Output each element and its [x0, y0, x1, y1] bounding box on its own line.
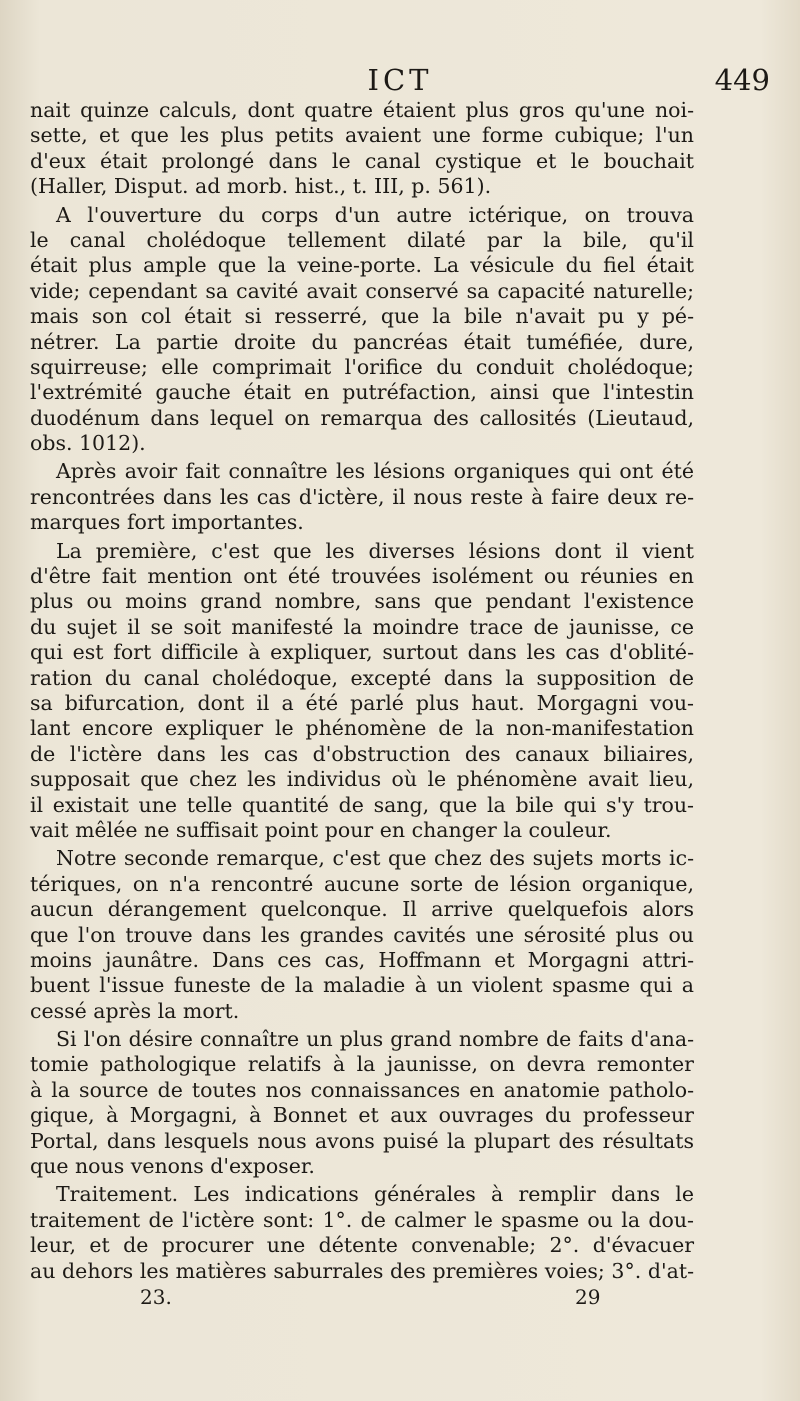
text-line: au dehors les matières saburrales des premières voies; 3°. d'at- — [30, 1258, 694, 1283]
paragraph — [30, 1182, 694, 1284]
text-line: vait mêlée ne suffisait point pour en changer la couleur. — [30, 817, 612, 842]
page-footer — [0, 1282, 800, 1312]
text-line: du sujet il se soit manifesté la moindre trace de jaunisse, ce — [30, 614, 694, 639]
running-head: ICT — [367, 63, 433, 97]
text-line: sette, et que les plus petits avaient une forme cubique; l'un — [30, 123, 694, 148]
volume-mark: 23. — [140, 1285, 172, 1309]
text-line: il existait une telle quantité de sang, que la bile qui s'y trou- — [30, 792, 694, 817]
text-line: tériques, on n'a rencontré aucune sorte de lésion organique, — [30, 871, 694, 896]
text-line: plus ou moins grand nombre, sans que pendant l'existence — [30, 589, 694, 614]
page-header — [0, 60, 800, 100]
text-line: tomie pathologique relatifs à la jaunisse, on devra remonter — [30, 1052, 694, 1077]
text-line: (Haller, Disput. ad morb. hist., t. III, p. 561). — [30, 174, 492, 199]
paragraph — [30, 459, 694, 535]
text-line: lant encore expliquer le phénomène de la non-manifestation — [30, 716, 694, 741]
text-line: obs. 1012). — [30, 431, 146, 456]
text-line: aucun dérangement quelconque. Il arrive quelquefois alors — [30, 897, 694, 922]
paragraph — [30, 846, 694, 1024]
paragraph — [30, 203, 694, 457]
body-text — [30, 98, 694, 1284]
text-line: d'eux était prolongé dans le canal cystique et le bouchait — [30, 148, 694, 173]
text-line: nétrer. La partie droite du pancréas était tuméfiée, dure, — [30, 329, 694, 354]
text-line: Portal, dans lesquels nous avons puisé la plupart des résultats — [30, 1128, 694, 1153]
text-line: qui est fort difficile à expliquer, surtout dans les cas d'oblité- — [30, 640, 694, 665]
text-line: cessé après la mort. — [30, 998, 240, 1023]
text-line: nait quinze calculs, dont quatre étaient plus gros qu'une noi- — [30, 98, 694, 122]
page-number: 449 — [714, 63, 770, 97]
text-line: leur, et de procurer une détente convenable; 2°. d'évacuer — [30, 1233, 694, 1258]
text-line: La première, c'est que les diverses lésions dont il vient — [56, 538, 694, 563]
text-line: d'être fait mention ont été trouvées isolément ou réunies en — [30, 564, 694, 589]
text-line: Après avoir fait connaître les lésions organiques qui ont été — [56, 459, 694, 484]
text-line: à la source de toutes nos connaissances en anatomie patholo- — [30, 1077, 694, 1102]
text-line: Traitement. Les indications générales à remplir dans le — [56, 1182, 694, 1207]
text-line: squirreuse; elle comprimait l'orifice du conduit cholédoque; — [30, 354, 694, 379]
text-line: le canal cholédoque tellement dilaté par la bile, qu'il — [30, 227, 694, 252]
text-line: était plus ample que la veine-porte. La vésicule du fiel était — [30, 253, 694, 278]
text-line: marques fort importantes. — [30, 510, 304, 535]
text-line: traitement de l'ictère sont: 1°. de calmer le spasme ou la dou- — [30, 1207, 694, 1232]
text-line: ration du canal cholédoque, excepté dans la supposition de — [30, 665, 694, 690]
text-line: Notre seconde remarque, c'est que chez des sujets morts ic- — [56, 846, 694, 871]
signature-mark: 29 — [575, 1285, 601, 1309]
text-line: sa bifurcation, dont il a été parlé plus haut. Morgagni vou- — [30, 690, 694, 715]
text-line: mais son col était si resserré, que la bile n'avait pu y pé- — [30, 304, 694, 329]
text-line: A l'ouverture du corps d'un autre ictérique, on trouva — [56, 202, 694, 227]
text-line: de l'ictère dans les cas d'obstruction des canaux biliaires, — [30, 741, 694, 766]
text-line: moins jaunâtre. Dans ces cas, Hoffmann et Morgagni attri- — [30, 947, 694, 972]
text-line: l'extrémité gauche était en putréfaction, ainsi que l'intestin — [30, 380, 694, 405]
text-line: buent l'issue funeste de la maladie à un violent spasme qui a — [30, 973, 694, 998]
text-line: supposait que chez les individus où le phénomène avait lieu, — [30, 767, 694, 792]
paragraph — [30, 539, 694, 844]
text-line: Si l'on désire connaître un plus grand nombre de faits d'ana- — [56, 1027, 694, 1052]
text-line: duodénum dans lequel on remarqua des callosités (Lieutaud, — [30, 405, 694, 430]
text-line: que l'on trouve dans les grandes cavités une sérosité plus ou — [30, 922, 694, 947]
paragraph — [30, 98, 694, 200]
text-line: gique, à Morgagni, à Bonnet et aux ouvrages du professeur — [30, 1103, 694, 1128]
text-line: que nous venons d'exposer. — [30, 1154, 315, 1179]
text-line: vide; cependant sa cavité avait conservé sa capacité naturelle; — [30, 278, 694, 303]
paragraph — [30, 1027, 694, 1179]
text-line: rencontrées dans les cas d'ictère, il nous reste à faire deux re- — [30, 484, 694, 509]
